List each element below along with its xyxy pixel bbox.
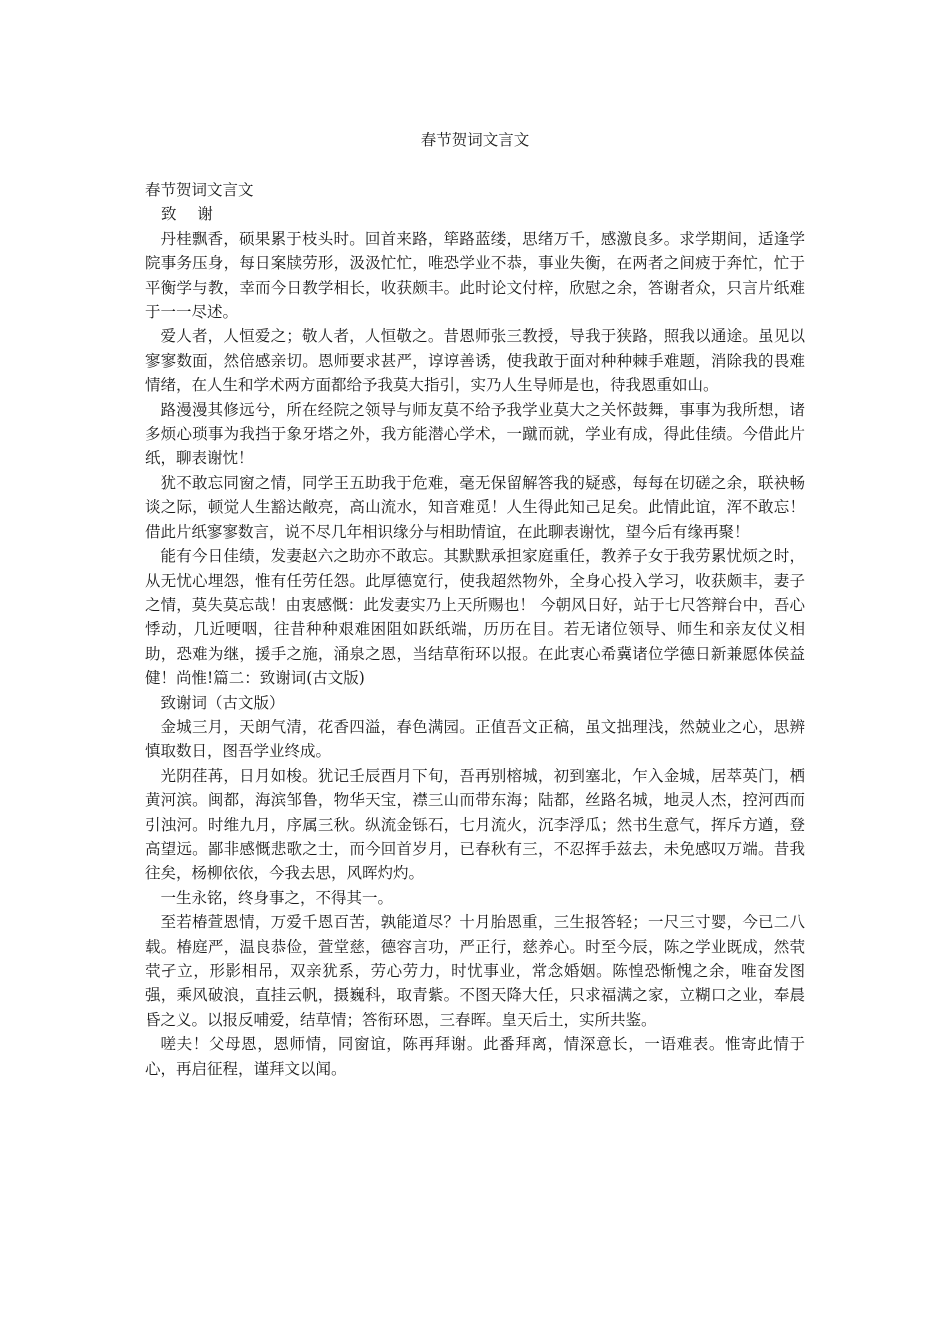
paragraph: 至若椿萱恩情，万爱千恩百苦，孰能道尽？十月胎恩重，三生报答轻；一尺三寸婴，今已二八载。椿庭严，温良恭俭，萱堂慈，德容言功，严正行，慈养心。时至今辰，陈之学业既成，然茕茕孑立，形影相吊，双亲犹系，劳心劳力，时忧事业，常念婚姻。陈惶恐惭愧之余，唯奋发图强，乘风破浪，直挂云帆，摄巍科，取青紫。不图天降大任，只求福满之家，立糊口之业，奉晨昏之义。以报反哺爱，结草情；答衔环恩，三春晖。皇天后土，实所共鉴。 <box>145 913 805 1029</box>
section-heading-classical: 致谢词（古文版） <box>160 693 285 712</box>
paragraph: 路漫漫其修远兮，所在经院之领导与师友莫不给予我学业莫大之关怀鼓舞，事事为我所想，诸多烦心琐事为我挡于象牙塔之外，我方能潜心学术，一蹴而就，学业有成，得此佳绩。今借此片纸，聊表谢忱！ <box>145 400 805 468</box>
paragraph: 能有今日佳绩，发妻赵六之助亦不敢忘。其默默承担家庭重任，教养子女于我劳累忧烦之时，从无忧心埋怨，惟有任劳任怨。此厚德宽行，使我超然物外，全身心投入学习，收获颇丰，妻子之情，莫失莫忘哉！由衷感慨：此发妻实乃上天所赐也！ 今朝风日好，站于七尺答辩台中，吾心悸动，几近哽咽，往昔种种艰难困阻如跃纸端，历历在目。若无诸位领导、师生和亲友仗义相助，恐难为继，援手之施，涌泉之恩，当结草衔环以报。在此衷心希冀诸位学德日新兼愿体侯益健！尚惟!篇二：致谢词(古文版) <box>145 547 805 688</box>
document-title: 春节贺词文言文 <box>420 131 530 149</box>
paragraph: 金城三月，天朗气清，花香四溢，春色满园。正值吾文正稿，虽文拙理浅，然兢业之心，思辨慎取数日，图吾学业终成。 <box>145 717 805 761</box>
paragraph: 嗟夫！父母恩，恩师情，同窗谊，陈再拜谢。此番拜离，情深意长，一语难表。惟寄此情于心，再启征程，谨拜文以闻。 <box>145 1035 805 1078</box>
document-body <box>145 178 805 1081</box>
paragraph: 一生永铭，终身事之，不得其一。 <box>160 888 394 907</box>
paragraph: 光阴荏苒，日月如梭。犹记壬辰酉月下旬，吾再别榕城，初到塞北，乍入金城，居萃英门，栖黄河滨。闽都，海滨邹鲁，物华天宝，襟三山而带东海；陆都，丝路名城，地灵人杰，控河西而引浊河。时维九月，序属三秋。纵流金铄石，七月流火，沉李浮瓜；然书生意气，挥斥方遒，登高望远。鄙非感慨悲歌之士，而今回首岁月，已春秋有三，不忍挥手兹去，未免感叹万端。昔我往矣，杨柳依依，今我去思，风晖灼灼。 <box>145 766 805 883</box>
section-heading-acknowledgement: 致 谢 <box>161 205 221 224</box>
paragraph: 爱人者，人恒爱之；敬人者，人恒敬之。昔恩师张三教授，导我于狭路，照我以通途。虽见以寥寥数面，然倍感亲切。恩师要求甚严，谆谆善诱，使我敢于面对种种棘手难题，消除我的畏难情绪，在人生和学术两方面都给予我莫大指引，实乃人生导师是也，待我恩重如山。 <box>145 327 805 395</box>
paragraph: 犹不敢忘同窗之情，同学王五助我于危难，毫无保留解答我的疑惑，每每在切磋之余，联袂畅谈之际，顿觉人生豁达敞亮，高山流水，知音难觅！人生得此知己足矣。此情此谊，浑不敢忘！借此片纸寥寥数言，说不尽几年相识缘分与相助情谊，在此聊表谢忱，望今后有缘再聚！ <box>145 473 805 541</box>
paragraph: 丹桂飘香，硕果累于枝头时。回首来路，筚路蓝缕，思绪万千，感激良多。求学期间，适逢学院事务压身，每日案牍劳形，汲汲忙忙，唯恐学业不恭，事业失衡，在两者之间疲于奔忙，忙于平衡学与教，幸而今日教学相长，收获颇丰。此时论文付梓，欣慰之余，答谢者众，只言片纸难于一一尽述。 <box>145 229 805 322</box>
document-subtitle: 春节贺词文言文 <box>145 181 254 199</box>
